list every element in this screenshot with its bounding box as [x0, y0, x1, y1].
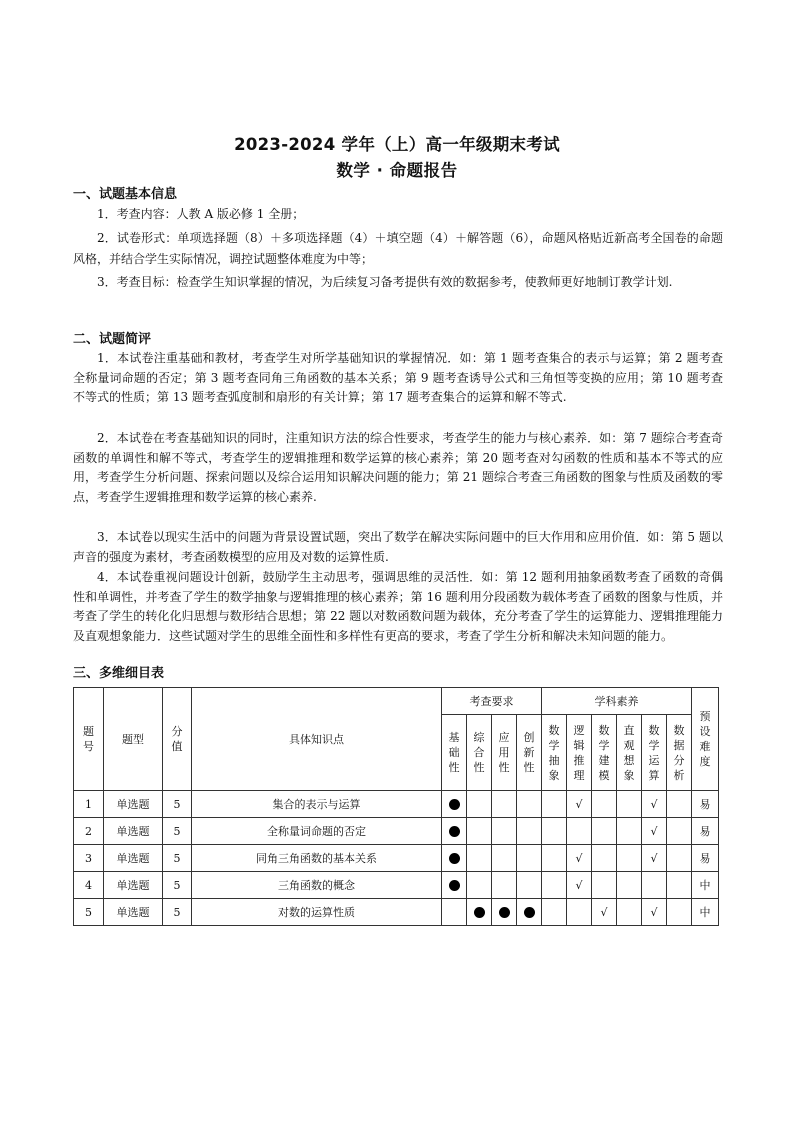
paragraph: 1．本试卷注重基础和教材，考查学生对所学基础知识的掌握情况．如：第 1 题考查集合的表示与运算；第 2 题考查全称量词命题的否定；第 3 题考查同角三角函数的基本关系；第 9 题考查诱导公式和三角恒等变换的应用；第 10 题考查不等式的性质；第 13 题考查弧度制和扇形的有关计算；第 17 题考查集合的运算和解不等式.: [73, 351, 723, 404]
header-knowledge: 具体知识点: [192, 688, 442, 791]
cell-num: 3: [74, 845, 104, 872]
header-num: 题号: [74, 688, 104, 791]
cell-lit: [567, 899, 592, 926]
cell-lit: [592, 899, 617, 926]
header-type: 题型: [104, 688, 163, 791]
cell-knowledge: 集合的表示与运算: [192, 791, 442, 818]
cell-lit: [592, 845, 617, 872]
header-lit: 数据分析: [667, 715, 692, 791]
dot-mark: [449, 853, 460, 864]
cell-difficulty: 易: [692, 818, 719, 845]
table-row: [74, 818, 719, 845]
header-req: 应用性: [492, 715, 517, 791]
cell-lit: [542, 791, 567, 818]
cell-req: [442, 845, 467, 872]
check-mark: √: [650, 905, 658, 919]
cell-lit: [667, 818, 692, 845]
cell-lit: [592, 791, 617, 818]
header-lit-group: 学科素养: [542, 688, 692, 715]
cell-req: [517, 872, 542, 899]
cell-num: 2: [74, 818, 104, 845]
cell-req: [442, 791, 467, 818]
section-heading-review: 二、试题简评: [73, 332, 152, 347]
check-mark: √: [575, 851, 583, 865]
cell-difficulty: 易: [692, 845, 719, 872]
table-row: [74, 791, 719, 818]
paragraph: 4．本试卷重视问题设计创新，鼓励学生主动思考，强调思维的灵活性．如：第 12 题利用抽象函数考查了函数的奇偶性和单调性，并考查了学生的数学抽象与逻辑推理的核心素养；第 16 题利用分段函数为载体考查了函数的图象与性质，并考查了学生的转化化归思想与数形结合思想；第 22 题以对数函数问题为载体，充分考查了学生的运算能力、逻辑推理能力及直观想象能力．这些试题对学生的思维全面性和多样性有更高的要求，考查了学生分析和解决未知问题的能力。: [73, 570, 723, 643]
cell-score: 5: [163, 899, 192, 926]
cell-req: [467, 872, 492, 899]
cell-req: [467, 791, 492, 818]
cell-req: [442, 872, 467, 899]
cell-lit: [642, 845, 667, 872]
spec-table: [73, 687, 719, 926]
cell-lit: [542, 872, 567, 899]
cell-req: [517, 845, 542, 872]
check-mark: √: [650, 824, 658, 838]
cell-req: [442, 818, 467, 845]
cell-lit: [642, 899, 667, 926]
cell-lit: [567, 818, 592, 845]
cell-lit: [567, 872, 592, 899]
cell-req: [492, 818, 517, 845]
cell-lit: [542, 845, 567, 872]
dot-mark: [499, 907, 510, 918]
cell-score: 5: [163, 872, 192, 899]
header-req: 基础性: [442, 715, 467, 791]
cell-req: [467, 899, 492, 926]
cell-difficulty: 中: [692, 899, 719, 926]
header-lit: 逻辑推理: [567, 715, 592, 791]
cell-type: 单选题: [104, 818, 163, 845]
cell-req: [492, 899, 517, 926]
cell-lit: [642, 872, 667, 899]
check-mark: √: [650, 797, 658, 811]
header-req: 创新性: [517, 715, 542, 791]
cell-lit: [667, 899, 692, 926]
cell-req: [492, 791, 517, 818]
cell-req: [517, 818, 542, 845]
header-difficulty: 预设难度: [692, 688, 719, 791]
cell-lit: [567, 791, 592, 818]
table-row: [74, 872, 719, 899]
table-row: [74, 845, 719, 872]
cell-lit: [592, 818, 617, 845]
check-mark: √: [650, 851, 658, 865]
cell-lit: [667, 791, 692, 818]
cell-num: 4: [74, 872, 104, 899]
cell-num: 1: [74, 791, 104, 818]
cell-req: [467, 818, 492, 845]
cell-lit: [542, 818, 567, 845]
cell-req: [492, 872, 517, 899]
cell-type: 单选题: [104, 872, 163, 899]
cell-lit: [592, 872, 617, 899]
cell-knowledge: 全称量词命题的否定: [192, 818, 442, 845]
cell-lit: [617, 845, 642, 872]
document-subtitle: 数学 · 命题报告: [336, 161, 458, 180]
cell-type: 单选题: [104, 899, 163, 926]
header-lit: 数学抽象: [542, 715, 567, 791]
cell-lit: [542, 899, 567, 926]
cell-knowledge: 同角三角函数的基本关系: [192, 845, 442, 872]
cell-lit: [642, 791, 667, 818]
section-heading-basic-info: 一、试题基本信息: [73, 187, 178, 202]
cell-lit: [567, 845, 592, 872]
header-lit: 直观想象: [617, 715, 642, 791]
cell-req: [517, 899, 542, 926]
cell-lit: [617, 899, 642, 926]
paragraph: 1．考查内容：人教 A 版必修 1 全册；: [97, 207, 305, 221]
section-heading-spec-table: 三、多维细目表: [73, 666, 165, 681]
header-lit: 数学建模: [592, 715, 617, 791]
paragraph: 3．本试卷以现实生活中的问题为背景设置试题，突出了数学在解决实际问题中的巨大作用和应用价值．如：第 5 题以声音的强度为素材，考查函数模型的应用及对数的运算性质.: [73, 530, 723, 564]
dot-mark: [449, 880, 460, 891]
dot-mark: [474, 907, 485, 918]
document-title: 2023-2024 学年（上）高一年级期末考试: [234, 135, 560, 154]
check-mark: √: [600, 905, 608, 919]
cell-num: 5: [74, 899, 104, 926]
cell-lit: [667, 845, 692, 872]
header-score: 分值: [163, 688, 192, 791]
check-mark: √: [575, 878, 583, 892]
cell-lit: [617, 818, 642, 845]
cell-req: [492, 845, 517, 872]
cell-type: 单选题: [104, 845, 163, 872]
cell-difficulty: 易: [692, 791, 719, 818]
cell-lit: [617, 872, 642, 899]
cell-knowledge: 对数的运算性质: [192, 899, 442, 926]
header-req: 综合性: [467, 715, 492, 791]
cell-lit: [642, 818, 667, 845]
header-lit: 数学运算: [642, 715, 667, 791]
cell-type: 单选题: [104, 791, 163, 818]
cell-req: [467, 845, 492, 872]
table-row: [74, 899, 719, 926]
cell-knowledge: 三角函数的概念: [192, 872, 442, 899]
paragraph: 3．考查目标：检查学生知识掌握的情况，为后续复习备考提供有效的数据参考，使教师更好地制订教学计划.: [97, 275, 673, 289]
paragraph: 2．试卷形式：单项选择题（8）＋多项选择题（4）＋填空题（4）＋解答题（6），命题风格贴近新高考全国卷的命题风格，并结合学生实际情况，调控试题整体难度为中等；: [73, 231, 723, 266]
cell-req: [517, 791, 542, 818]
spec-table-body: [74, 791, 719, 926]
cell-score: 5: [163, 845, 192, 872]
paragraph: 2．本试卷在考查基础知识的同时，注重知识方法的综合性要求，考查学生的能力与核心素养．如：第 7 题综合考查奇函数的单调性和解不等式，考查学生的逻辑推理和数学运算的核心素养；第 20 题考查对勾函数的性质和基本不等式的应用，考查学生分析问题、探索问题以及综合运用知识解决问题的能力；第 21 题综合考查三角函数的图象与性质及函数的零点，考查学生逻辑推理和数学运算的核心素养.: [73, 431, 723, 504]
cell-lit: [617, 791, 642, 818]
cell-score: 5: [163, 818, 192, 845]
check-mark: √: [575, 797, 583, 811]
cell-difficulty: 中: [692, 872, 719, 899]
cell-req: [442, 899, 467, 926]
dot-mark: [524, 907, 535, 918]
dot-mark: [449, 826, 460, 837]
cell-score: 5: [163, 791, 192, 818]
header-req-group: 考查要求: [442, 688, 542, 715]
dot-mark: [449, 799, 460, 810]
cell-lit: [667, 872, 692, 899]
